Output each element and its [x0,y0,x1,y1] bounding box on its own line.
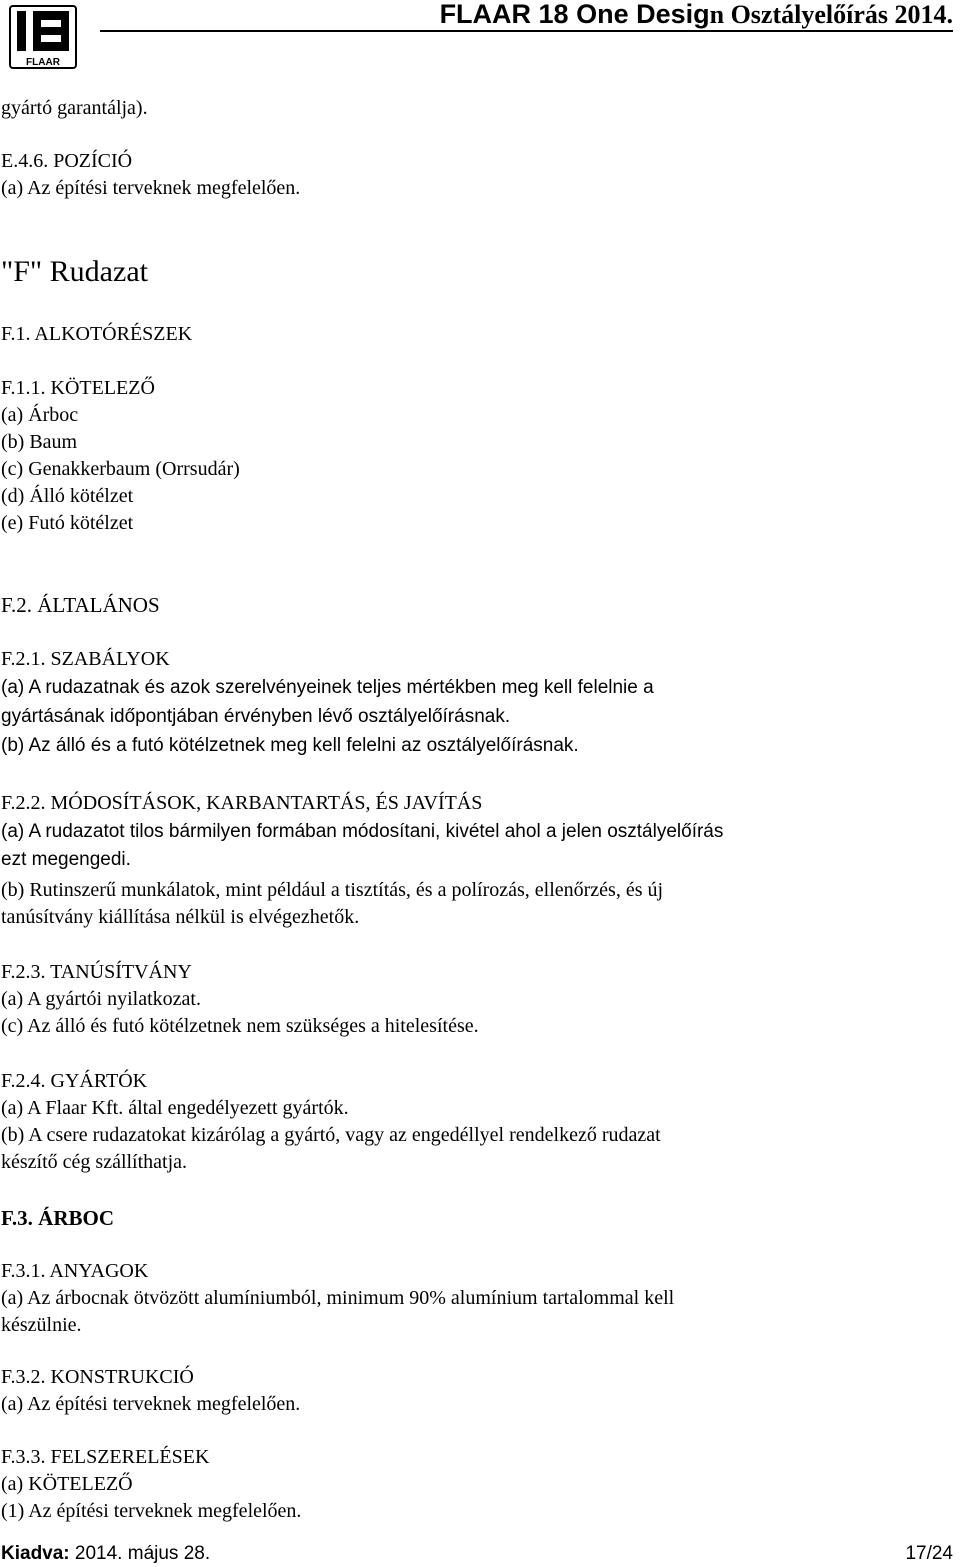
header-rule [100,0,953,32]
issue-date-label: Kiadva: [1,1543,70,1564]
text-line: ezt megengedi. [1,849,131,870]
document-title [440,0,953,30]
logo-text: FLAAR [26,57,60,68]
text-line: (a) A gyártói nyilatkozat. [1,988,201,1010]
text-line: gyártásának időpontjában érvényben lévő osztályelőírásnak. [1,706,511,727]
section-heading: F.3. ÁRBOC [1,1206,114,1230]
text-line: (a) A rudazatot tilos bármilyen formában módosítani, kivétel ahol a jelen osztályelőírás [1,821,724,842]
document-title-sans: FLAAR 18 One Desig [439,0,710,29]
text-line: (b) Rutinszerű munkálatok, mint például a tisztítás, és a polírozás, ellenőrzés, és új [1,879,664,901]
section-heading: F.3.2. KONSTRUKCIÓ [1,1366,194,1388]
section-heading: F.1. ALKOTÓRÉSZEK [1,323,193,345]
text-line: készülnie. [1,1314,82,1336]
section-heading: F.2.1. SZABÁLYOK [1,648,170,670]
list-item: (e) Futó kötélzet [1,512,134,534]
text-line: (b) Az álló és a futó kötélzetnek meg kell felelni az osztályelőírásnak. [1,735,579,756]
section-heading: F.3.3. FELSZERELÉSEK [1,1446,210,1468]
document-title-serif: n Osztályelőírás 2014. [709,0,953,29]
chapter-heading: "F" Rudazat [1,255,148,288]
text-line: (a) Az építési terveknek megfelelően. [1,177,301,199]
text-line: (a) Az építési terveknek megfelelően. [1,1393,301,1415]
text-line: (a) A Flaar Kft. által engedélyezett gyártók. [1,1097,349,1119]
list-item: (c) Genakkerbaum (Orrsudár) [1,458,240,480]
section-heading: F.2. ÁLTALÁNOS [1,593,160,617]
section-heading: F.2.4. GYÁRTÓK [1,1070,148,1092]
section-heading: F.2.2. MÓDOSÍTÁSOK, KARBANTARTÁS, ÉS JAVÍTÁS [1,792,483,814]
text-line: gyártó garantálja). [1,97,148,119]
list-item: (b) Baum [1,431,78,453]
list-item: (d) Álló kötélzet [1,485,134,507]
text-line: tanúsítvány kiállítása nélkül is elvégezhetők. [1,906,360,928]
section-heading: F.3.1. ANYAGOK [1,1260,149,1282]
text-line: (c) Az álló és futó kötélzetnek nem szükséges a hitelesítése. [1,1015,479,1037]
list-item: (1) Az építési terveknek megfelelően. [1,1500,302,1522]
flaar-18-logo [9,5,77,69]
list-item: (a) KÖTELEZŐ [1,1473,133,1495]
issue-date-value: 2014. május 28. [69,1543,211,1564]
text-line: (a) A rudazatnak és azok szerelvényeinek teljes mértékben meg kell felelnie a [1,677,654,698]
page-number: 17/24 [905,1543,953,1564]
text-line: készítő cég szállíthatja. [1,1151,188,1173]
section-heading: F.1.1. KÖTELEZŐ [1,377,155,399]
text-line: (a) Az árbocnak ötvözött alumíniumból, minimum 90% alumínium tartalommal kell [1,1287,675,1309]
issue-date [1,1543,210,1565]
section-heading: E.4.6. POZÍCIÓ [1,150,133,172]
list-item: (a) Árboc [1,404,79,426]
section-heading: F.2.3. TANÚSÍTVÁNY [1,961,192,983]
text-line: (b) A csere rudazatokat kizárólag a gyártó, vagy az engedéllyel rendelkező rudazat [1,1124,661,1146]
